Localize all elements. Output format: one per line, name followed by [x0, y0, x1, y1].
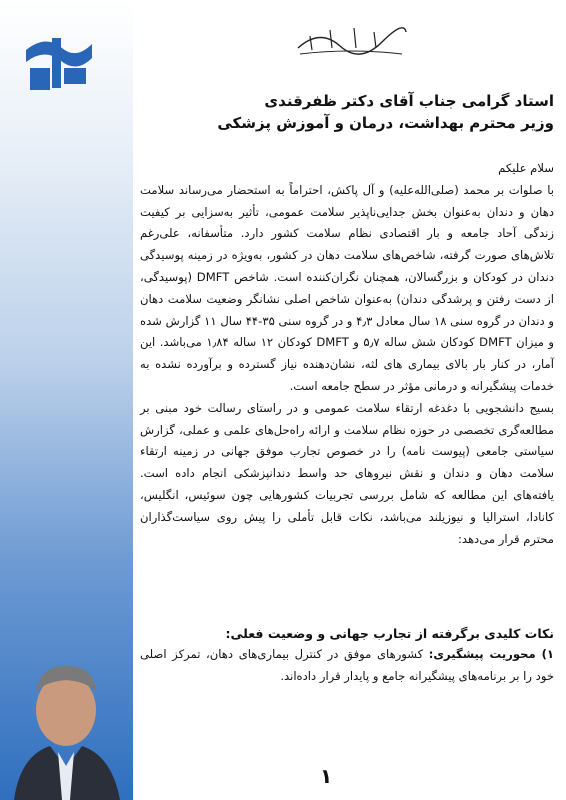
organization-logo: [22, 28, 94, 94]
basmala-calligraphy: [290, 18, 410, 58]
section-title: نکات کلیدی برگرفته از تجارب جهانی و وضعیت فعلی:: [225, 626, 554, 641]
key-point-1-text: کشورهای موفق در کنترل بیماری‌های دهان، تمرکز اصلی خود را بر برنامه‌های پیشگیرانه جامع و پایدار قرار داده‌اند.: [140, 647, 554, 683]
minister-portrait: [0, 648, 133, 800]
letter-body: [140, 158, 554, 550]
key-point-1: [140, 644, 554, 688]
recipient-title: وزیر محترم بهداشت، درمان و آموزش پزشکی: [217, 114, 554, 132]
recipient-name: استاد گرامی جناب آقای دکتر ظفرقندی: [264, 92, 554, 110]
paragraph-1: با صلوات بر محمد (صلی‌الله‌علیه) و آل پاکش، احتراماً به استحضار می‌رساند سلامت دهان و دندان به‌عنوان بخش جدایی‌ناپذیر سلامت عمومی، تأثیر به‌سزایی بر کیفیت زندگی آحاد جامعه و بار اقتصادی نظام سلامت کشور دارد. متأسفانه، علی‌رغم تلاش‌های صورت گرفته، شاخص‌های سلامت دهان در کشور، به‌ویژه در زمینه پوسیدگی دندان در کودکان و بزرگسالان، همچنان نگران‌کننده است. شاخص DMFT (پوسیدگی، از دست رفتن و پرشدگی دندان) به‌عنوان شاخص اصلی نشانگر وضعیت سلامت دهان و دندان در گروه سنی ۱۸ سال معادل ۴٫۳ و در گروه سنی ۳۵-۴۴ سال ۱۱ گزارش شده و میزان DMFT کودکان شش ساله ۵٫۷ و DMFT کودکان ۱۲ ساله ۱٫۸۴ می‌باشد. این آمار، در کنار بار بالای بیماری های لثه، نشان‌دهنده نیاز گسترده و برآورده نشده به خدمات پیشگیرانه و درمانی مؤثر در سطح جامعه است.: [140, 182, 554, 393]
greeting: سلام علیکم: [498, 161, 554, 175]
page-number: ۱: [320, 764, 333, 788]
recipient-address: [217, 90, 554, 134]
sidebar-gradient: [0, 0, 133, 800]
key-point-1-label: ۱) محوریت پیشگیری:: [428, 647, 554, 661]
paragraph-2: بسیج دانشجویی با دغدغه ارتقاء سلامت عمومی و در راستای رسالت خود مبنی بر مطالعه‌گری تخصصی در حوزه نظام سلامت و ارائه راه‌حل‌های علمی و عملی، گزارش سیاستی جامعی (پیوست نامه) را در خصوص تجارب موفق جهانی در زمینه ارتقاء سلامت دهان و دندان و نقش نیروهای حد واسط دندانپزشکی انجام داده است. یافته‌های این مطالعه که شامل بررسی تجربیات کشورهایی چون سوئیس، انگلیس، کانادا، استرالیا و نیوزیلند می‌باشد، نکات قابل تأملی را پیش روی سیاست‌گذاران محترم قرار می‌دهد:: [140, 400, 554, 546]
